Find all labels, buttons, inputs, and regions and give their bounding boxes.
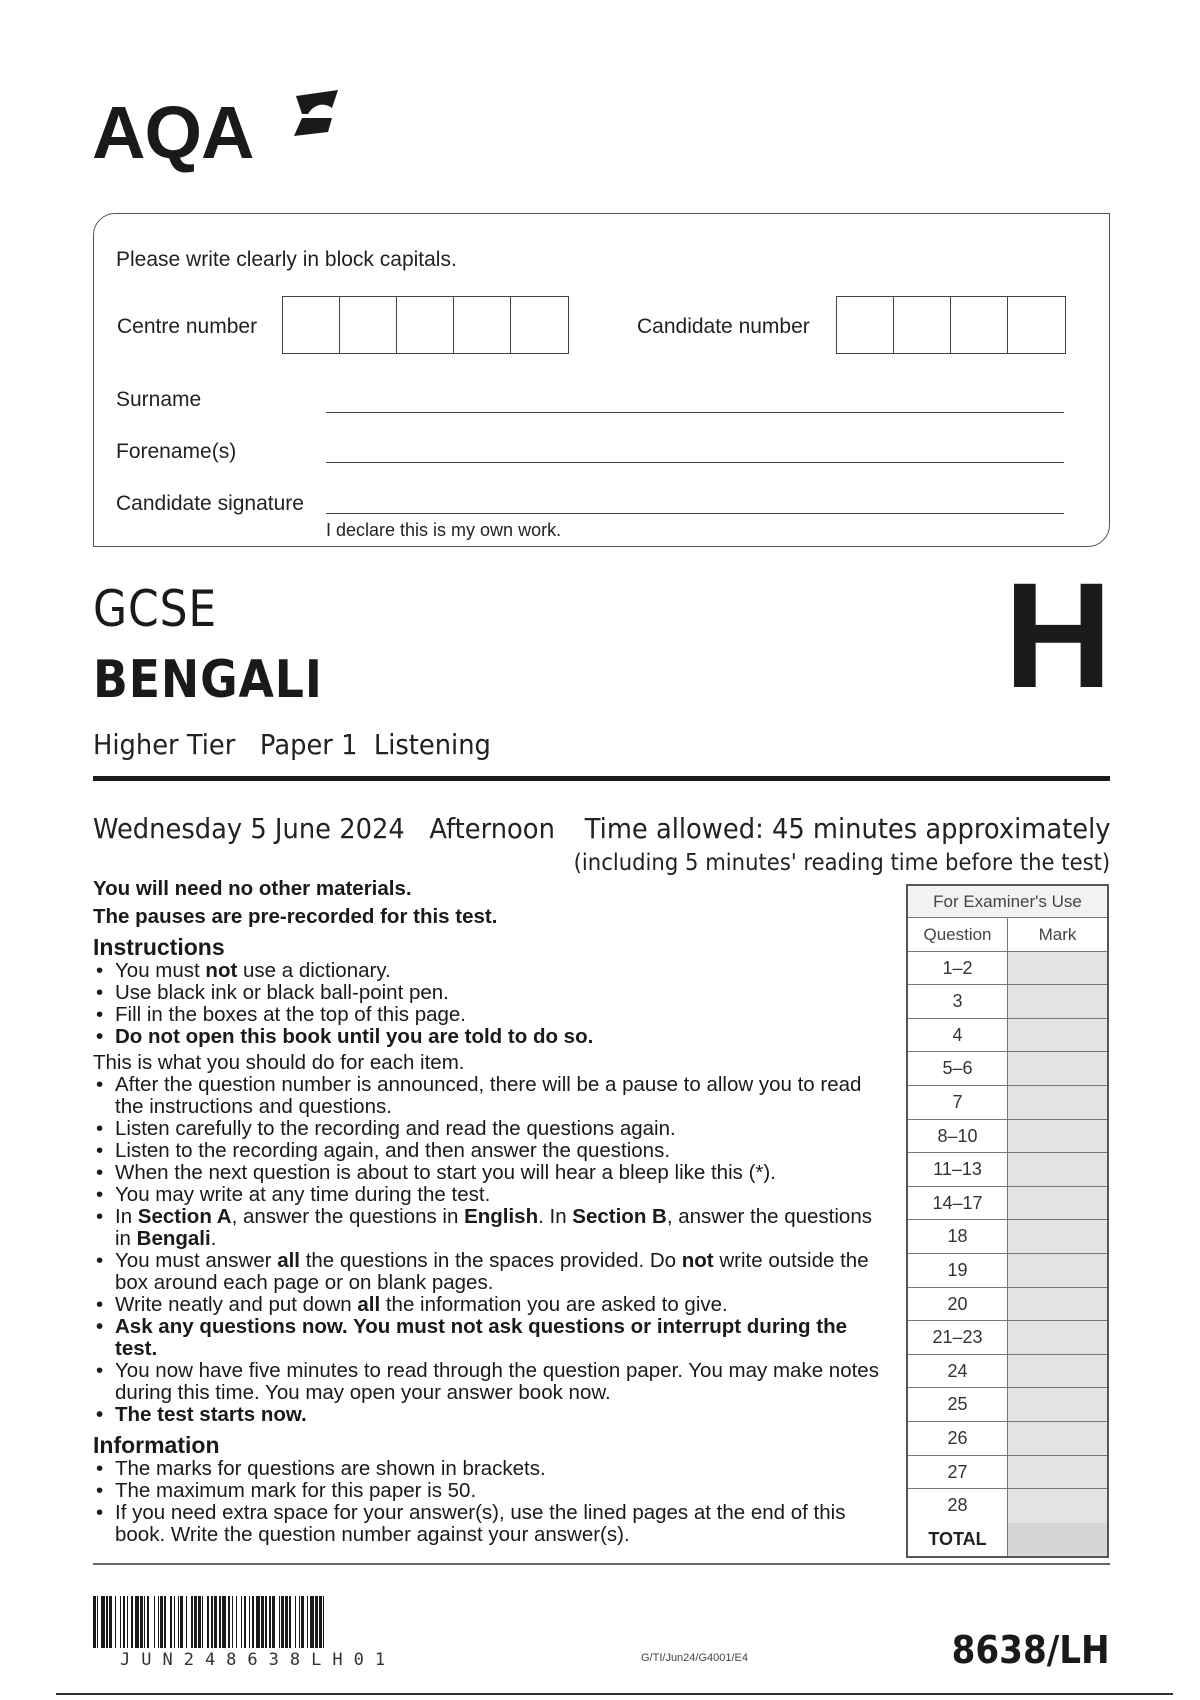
instructions-column	[93, 878, 893, 1546]
information-item: • The marks for questions are shown in brackets.	[93, 1458, 893, 1480]
instruction-item: • Do not open this book until you are told to do so.	[93, 1026, 893, 1048]
examiner-table-row	[908, 1120, 1107, 1154]
mark-cell	[1008, 1388, 1107, 1421]
examiner-table-row	[908, 1052, 1107, 1086]
surname-field[interactable]	[326, 412, 1064, 413]
procedure-item: • You may write at any time during the test.	[93, 1184, 893, 1206]
centre-number-boxes[interactable]	[282, 296, 569, 354]
examiner-table-row	[908, 1456, 1107, 1490]
question-number-cell: 3	[908, 985, 1008, 1018]
paper-code: 8638/LH	[951, 1628, 1110, 1672]
examiner-table-row	[908, 1086, 1107, 1120]
mark-cell	[1008, 1220, 1107, 1253]
signature-label: Candidate signature	[116, 492, 304, 515]
examiner-table-row	[908, 1187, 1107, 1221]
question-number-cell: 8–10	[908, 1120, 1008, 1153]
instruction-item: • Use black ink or black ball-point pen.	[93, 982, 893, 1004]
examiner-table-row	[908, 985, 1107, 1019]
examiner-use-table	[906, 884, 1109, 1558]
question-number-cell: 21–23	[908, 1321, 1008, 1354]
instructions-list	[93, 960, 893, 1048]
mark-cell	[1008, 1422, 1107, 1455]
reading-time-note: (including 5 minutes' reading time before the test)	[573, 850, 1110, 876]
candidate-details-box	[93, 213, 1110, 547]
question-number-cell: 5–6	[908, 1052, 1008, 1085]
examiner-table-row	[908, 1220, 1107, 1254]
page-bottom-rule	[56, 1693, 1173, 1695]
question-number-cell: 26	[908, 1422, 1008, 1455]
examiner-table-row	[908, 1288, 1107, 1322]
examiner-table-title: For Examiner's Use	[908, 886, 1107, 918]
question-number-cell: 18	[908, 1220, 1008, 1253]
question-number-cell: 7	[908, 1086, 1008, 1119]
examiner-table-row	[908, 1422, 1107, 1456]
question-number-cell: 24	[908, 1355, 1008, 1388]
centre-number-digit[interactable]	[454, 297, 511, 353]
question-number-cell: 20	[908, 1288, 1008, 1321]
procedure-item: • In Section A, answer the questions in English. In Section B, answer the questions in Bengali.	[93, 1206, 893, 1250]
centre-number-label: Centre number	[117, 315, 258, 338]
examiner-table-row	[908, 952, 1107, 986]
question-number-cell: 11–13	[908, 1153, 1008, 1186]
examiner-table-row	[908, 1388, 1107, 1422]
information-item: • The maximum mark for this paper is 50.	[93, 1480, 893, 1502]
question-number-cell: 14–17	[908, 1187, 1008, 1220]
examiner-table-row	[908, 1355, 1107, 1389]
question-column-header: Question	[908, 918, 1008, 951]
paper-description: Higher Tier Paper 1 Listening	[93, 728, 491, 761]
examiner-table-row	[908, 1153, 1107, 1187]
question-number-cell: 4	[908, 1019, 1008, 1052]
examiner-table-row	[908, 1254, 1107, 1288]
time-allowed: Time allowed: 45 minutes approximately	[584, 812, 1110, 845]
procedure-item: • You must answer all the questions in the spaces provided. Do not write outside the box around each page or on blank pages.	[93, 1250, 893, 1294]
aqa-logo	[92, 88, 362, 184]
logo-text: AQA	[92, 91, 254, 174]
mark-cell	[1008, 1187, 1107, 1220]
tier-letter: H	[1004, 551, 1113, 719]
procedure-item: • Ask any questions now. You must not ask questions or interrupt during the test.	[93, 1316, 893, 1360]
block-capitals-instruction: Please write clearly in block capitals.	[116, 248, 457, 271]
signature-field[interactable]	[326, 513, 1064, 514]
title-divider	[93, 776, 1110, 781]
mark-cell	[1008, 1489, 1107, 1523]
document-reference: G/TI/Jun24/G4001/E4	[641, 1652, 749, 1664]
centre-number-digit[interactable]	[397, 297, 454, 353]
examiner-table-header-row	[908, 918, 1107, 952]
forenames-label: Forename(s)	[116, 440, 237, 463]
candidate-number-label: Candidate number	[637, 315, 810, 338]
mark-cell	[1008, 1254, 1107, 1287]
procedure-item: • Write neatly and put down all the information you are asked to give.	[93, 1294, 893, 1316]
information-heading: Information	[93, 1432, 220, 1458]
procedure-item: • Listen carefully to the recording and read the questions again.	[93, 1118, 893, 1140]
question-number-cell: 28	[908, 1489, 1008, 1523]
procedure-item: • The test starts now.	[93, 1404, 893, 1426]
candidate-number-digit[interactable]	[894, 297, 951, 353]
instructions-heading: Instructions	[93, 934, 225, 960]
mark-column-header: Mark	[1008, 918, 1107, 951]
mark-cell	[1008, 1019, 1107, 1052]
mark-cell	[1008, 1120, 1107, 1153]
mark-cell	[1008, 1355, 1107, 1388]
question-number-cell: 1–2	[908, 952, 1008, 985]
examiner-total-row	[908, 1523, 1107, 1557]
examiner-table-row	[908, 1321, 1107, 1355]
total-label: TOTAL	[908, 1523, 1008, 1557]
item-procedure-intro: This is what you should do for each item.	[93, 1051, 465, 1074]
examiner-table-row	[908, 1489, 1107, 1523]
candidate-number-digit[interactable]	[837, 297, 894, 353]
instruction-item: • You must not use a dictionary.	[93, 960, 893, 982]
mark-cell	[1008, 1086, 1107, 1119]
question-number-cell: 25	[908, 1388, 1008, 1421]
procedure-item: • When the next question is about to start you will hear a bleep like this (*).	[93, 1162, 893, 1184]
pauses-note: The pauses are pre-recorded for this test.	[93, 905, 498, 928]
centre-number-digit[interactable]	[340, 297, 397, 353]
procedure-list	[93, 1074, 893, 1426]
procedure-item: • After the question number is announced, there will be a pause to allow you to read the instructions and questions.	[93, 1074, 893, 1118]
procedure-item: • Listen to the recording again, and then answer the questions.	[93, 1140, 893, 1162]
total-mark-cell	[1008, 1523, 1107, 1557]
question-number-cell: 27	[908, 1456, 1008, 1489]
materials-note: You will need no other materials.	[93, 877, 412, 900]
mark-cell	[1008, 1321, 1107, 1354]
candidate-number-digit[interactable]	[1008, 297, 1065, 353]
procedure-item: • You now have five minutes to read through the question paper. You may make notes during this time. You may open your answer book now.	[93, 1360, 893, 1404]
declaration-text: I declare this is my own work.	[326, 520, 562, 540]
logo-mark-icon	[288, 88, 346, 138]
mark-cell	[1008, 1288, 1107, 1321]
forenames-field[interactable]	[326, 462, 1064, 463]
question-number-cell: 19	[908, 1254, 1008, 1287]
barcode-text: JUN248638LH01	[120, 1650, 397, 1670]
mark-cell	[1008, 1052, 1107, 1085]
footer-divider	[93, 1563, 1110, 1565]
information-item: • If you need extra space for your answer(s), use the lined pages at the end of this book. Write the question number against your answer(s).	[93, 1502, 893, 1546]
subject-title: BENGALI	[93, 650, 323, 710]
candidate-number-boxes[interactable]	[836, 296, 1066, 354]
mark-cell	[1008, 1456, 1107, 1489]
surname-label: Surname	[116, 388, 202, 411]
instruction-item: • Fill in the boxes at the top of this page.	[93, 1004, 893, 1026]
mark-cell	[1008, 952, 1107, 985]
centre-number-digit[interactable]	[283, 297, 340, 353]
information-list	[93, 1458, 893, 1546]
exam-date: Wednesday 5 June 2024 Afternoon	[93, 812, 555, 845]
mark-cell	[1008, 985, 1107, 1018]
examiner-table-row	[908, 1019, 1107, 1053]
candidate-number-digit[interactable]	[951, 297, 1008, 353]
qualification-title: GCSE	[93, 580, 218, 638]
barcode	[93, 1596, 501, 1648]
centre-number-digit[interactable]	[511, 297, 568, 353]
mark-cell	[1008, 1153, 1107, 1186]
